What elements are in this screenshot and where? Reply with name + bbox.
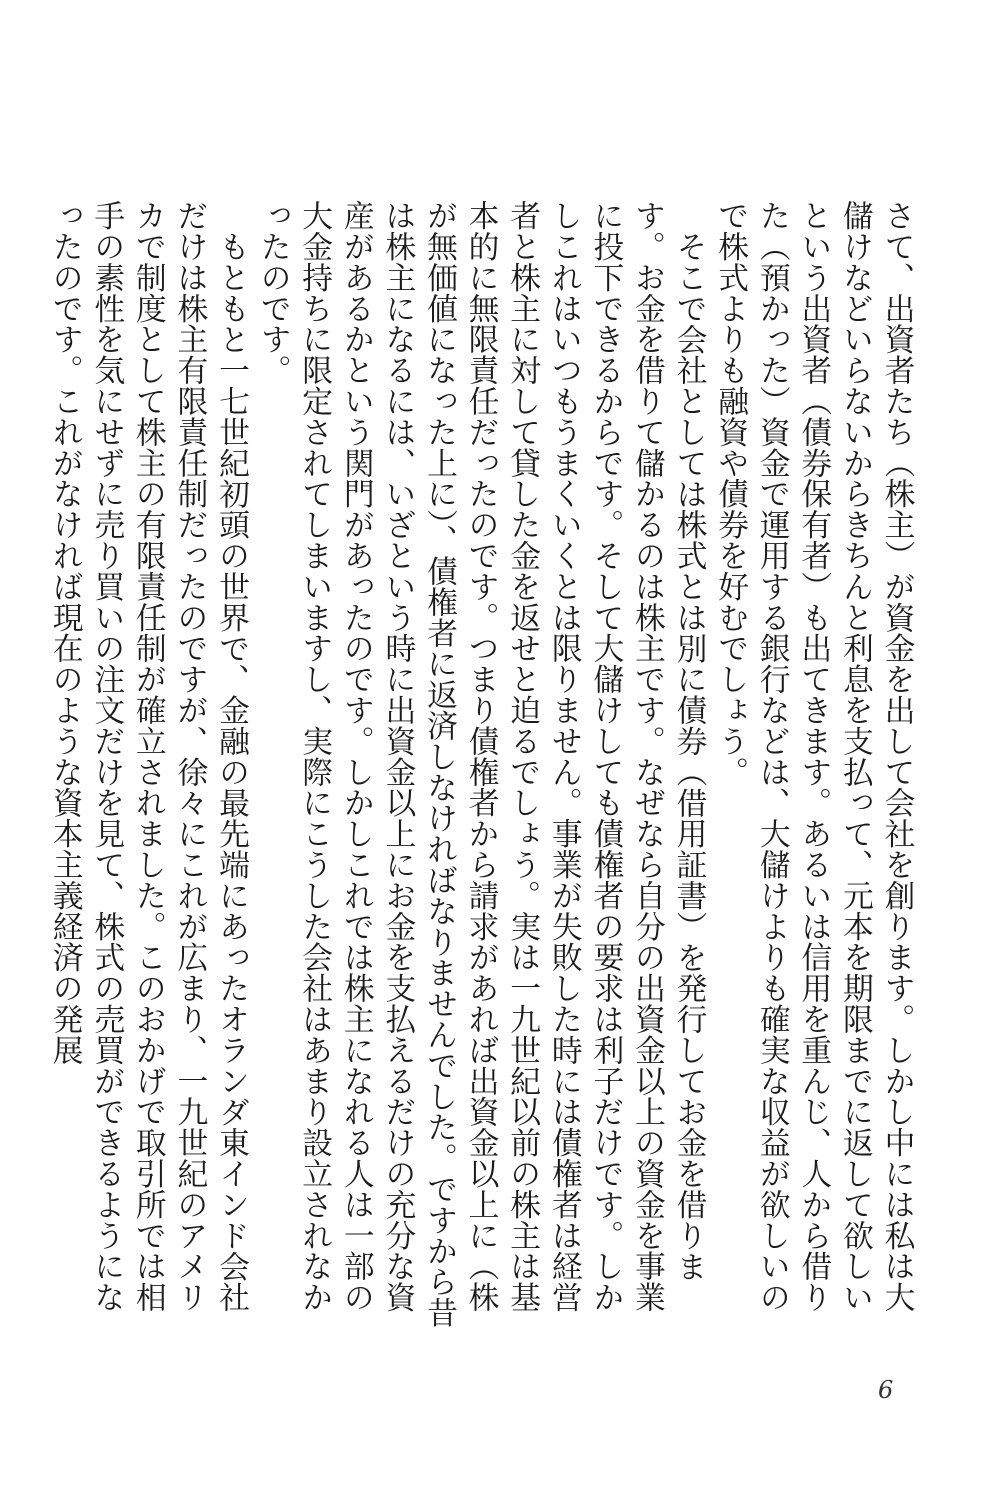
body-text (47, 200, 917, 1340)
paragraph-investors: さて、出資者たち（株主）が資金を出して会社を創ります。しかし中には私は大儲けなどいらないからきちんと利息を支払って、元本を期限までに返して欲しいという出資者（債券保有者）も出てきます。あるいは信用を重んじ、人から借りた（預かった）資金で運用する銀行などは、大儲けよりも確実な収益が欲しいので株式よりも融資や債券を好むでしょう。 (712, 200, 915, 1313)
page-number: 6 (878, 1376, 894, 1404)
paragraph-limited-liability: もともと一七世紀初頭の世界で、金融の最先端にあったオランダ東インド会社だけは株主有限責任制だったのですが、徐々にこれが広まり、一九世紀のアメリカで制度として株主の有限責任制が確立されました。このおかげで取引所では相手の素性を気にせずに売り買いの注文だけを見て、株式の売買ができるようになったのです。これがなければ現在のような資本主義経済の発展 (47, 200, 250, 1313)
paragraph-bonds: そこで会社としては株式とは別に債券（借用証書）を発行してお金を借ります。お金を借りて儲かるのは株主です。なぜなら自分の出資金以上の資金を事業に投下できるからです。そして大儲けしても債権者の要求は利子だけです。しかしこれはいつもうまくいくとは限りません。事業が失敗した時には債権者は経営者と株主に対して貸した金を返せと迫るでしょう。実は一九世紀以前の株主は基本的に無限責任だったのです。つまり債権者から請求があれば出資金以上に（株が無価値になった上に）、債権者に返済しなければなりませんでした。ですから昔は株主になるには、いざという時に出資金以上にお金を支払えるだけの充分な資産があるかという関門があったのです。しかしこれでは株主になれる人は一部の大金持ちに限定されてしまいますし、実際にこうした会社はあまり設立されなかったのです。 (255, 200, 708, 1328)
